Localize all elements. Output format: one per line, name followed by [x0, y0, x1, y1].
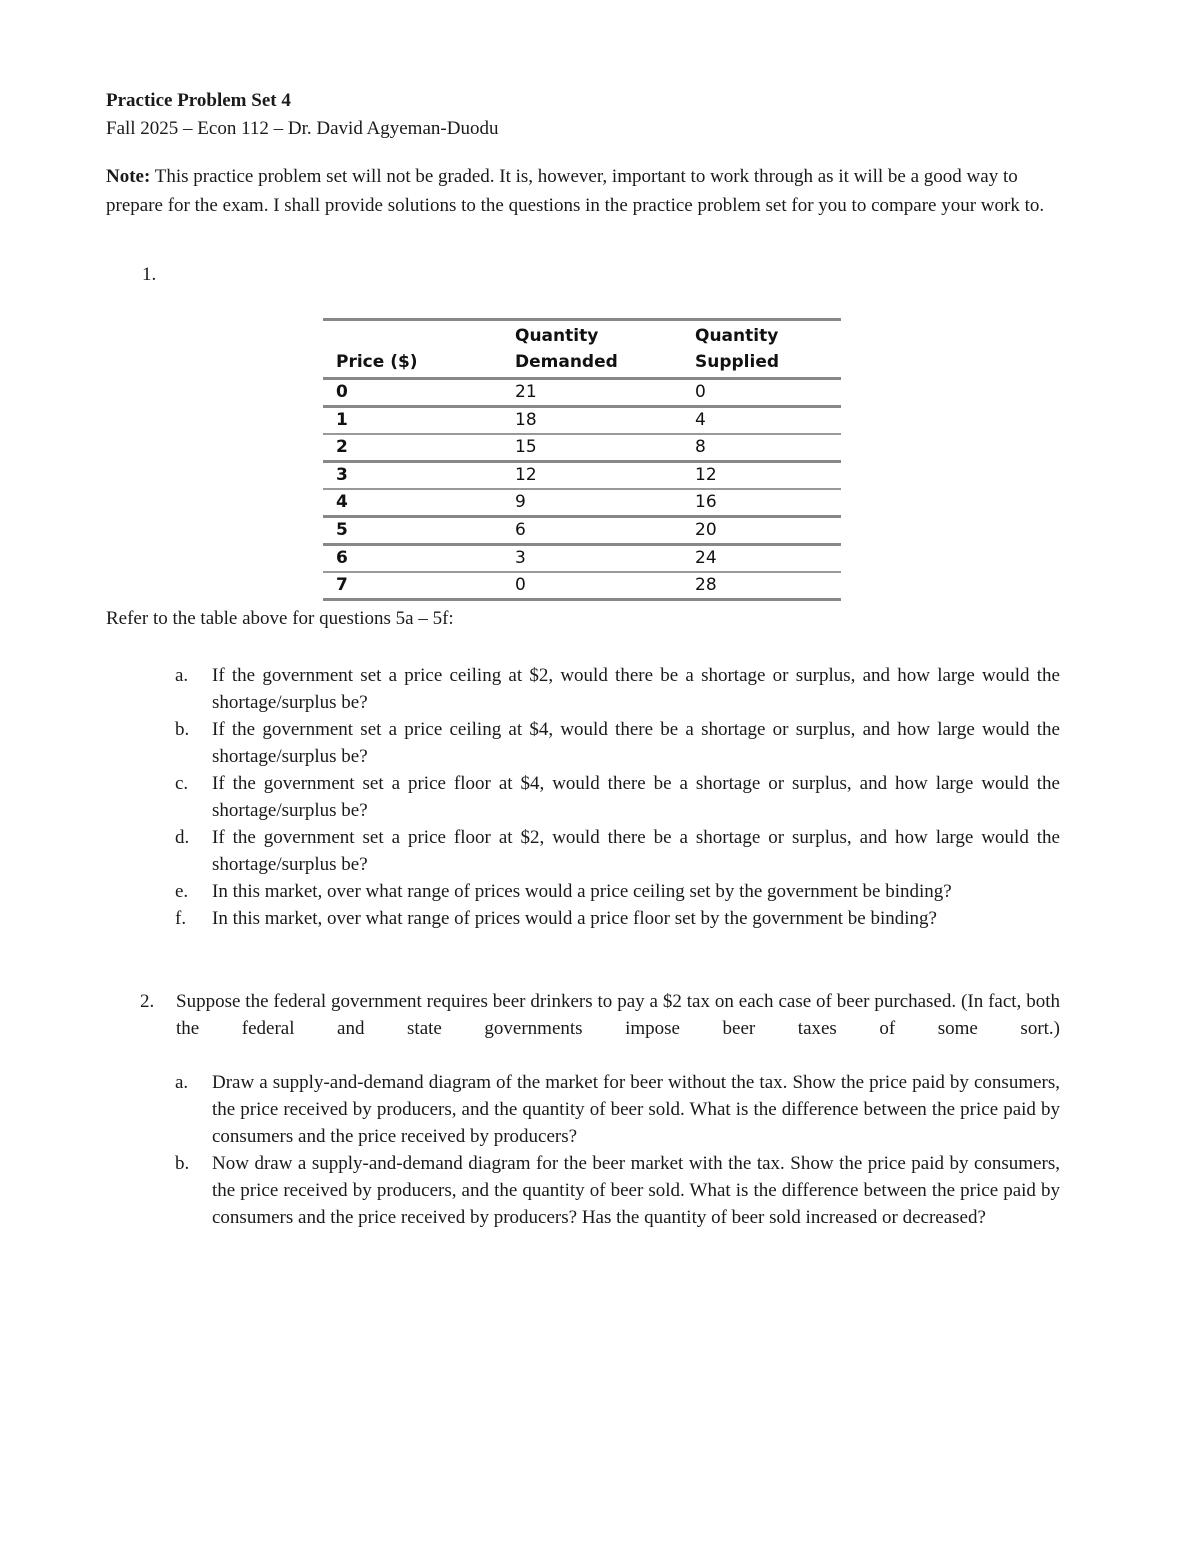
- list-item: d. If the government set a price floor at $2, would there be a shortage or surplus, and how large would the shortage/surplus be?: [175, 827, 1060, 875]
- note-text: This practice problem set will not be graded. It is, however, important to work through as it will be a good way to prepare for the exam. I shall provide solutions to the questions in the practice problem set for you to compare your work to.: [106, 166, 1045, 216]
- question-1-subitems: [175, 662, 1060, 932]
- question-2: [140, 988, 1060, 1042]
- list-item: a. If the government set a price ceiling at $2, would there be a shortage or surplus, and how large would the shortage/surplus be?: [175, 665, 1060, 713]
- table-row: 6 3 24: [323, 545, 841, 573]
- question-1-number: 1.: [142, 264, 157, 285]
- table-row: 5 6 20: [323, 517, 841, 545]
- table-row: 1 18 4: [323, 407, 841, 435]
- header-quantity-demanded: Quantity Demanded: [515, 326, 618, 372]
- question-2-text: Suppose the federal government requires beer drinkers to pay a $2 tax on each case of beer purchased. (In fact, both the federal and state governments impose beer taxes of some sort.): [176, 991, 1060, 1039]
- table-row: 7 0 28: [323, 572, 841, 600]
- note-paragraph: [106, 162, 1046, 220]
- list-item: b. If the government set a price ceiling at $4, would there be a shortage or surplus, and how large would the shortage/surplus be?: [175, 719, 1060, 767]
- table-row: 2 15 8: [323, 434, 841, 462]
- list-item: c. If the government set a price floor at $4, would there be a shortage or surplus, and how large would the shortage/surplus be?: [175, 773, 1060, 821]
- table-header-row: [323, 320, 841, 379]
- table-row: 4 9 16: [323, 489, 841, 517]
- table-reference-text: Refer to the table above for questions 5a – 5f:: [106, 608, 454, 629]
- list-item: e. In this market, over what range of prices would a price ceiling set by the government be binding?: [175, 881, 952, 902]
- document-title: Practice Problem Set 4: [106, 90, 291, 111]
- question-2-subitems: [175, 1069, 1060, 1231]
- note-label: Note:: [106, 166, 151, 187]
- table-row: 0 21 0: [323, 379, 841, 407]
- table-row: 3 12 12: [323, 462, 841, 490]
- list-item: a. Draw a supply-and-demand diagram of the market for beer without the tax. Show the price paid by consumers, the price received by producers, and the quantity of beer sold. What is the difference between the price paid by consumers and the price received by producers?: [175, 1072, 1060, 1147]
- question-2-number: 2.: [140, 991, 155, 1012]
- list-item: b. Now draw a supply-and-demand diagram for the beer market with the tax. Show the price paid by consumers, the price received by producers, and the quantity of beer sold. What is the difference between the price paid by consumers and the price received by producers? Has the quantity of beer sold increased or decreased?: [175, 1153, 1060, 1228]
- header-price: Price ($): [336, 352, 418, 372]
- list-item: f. In this market, over what range of prices would a price floor set by the government be binding?: [175, 908, 937, 929]
- course-info: Fall 2025 – Econ 112 – Dr. David Agyeman-Duodu: [106, 118, 499, 139]
- supply-demand-table: [323, 318, 841, 601]
- header-quantity-supplied: Quantity Supplied: [695, 326, 780, 372]
